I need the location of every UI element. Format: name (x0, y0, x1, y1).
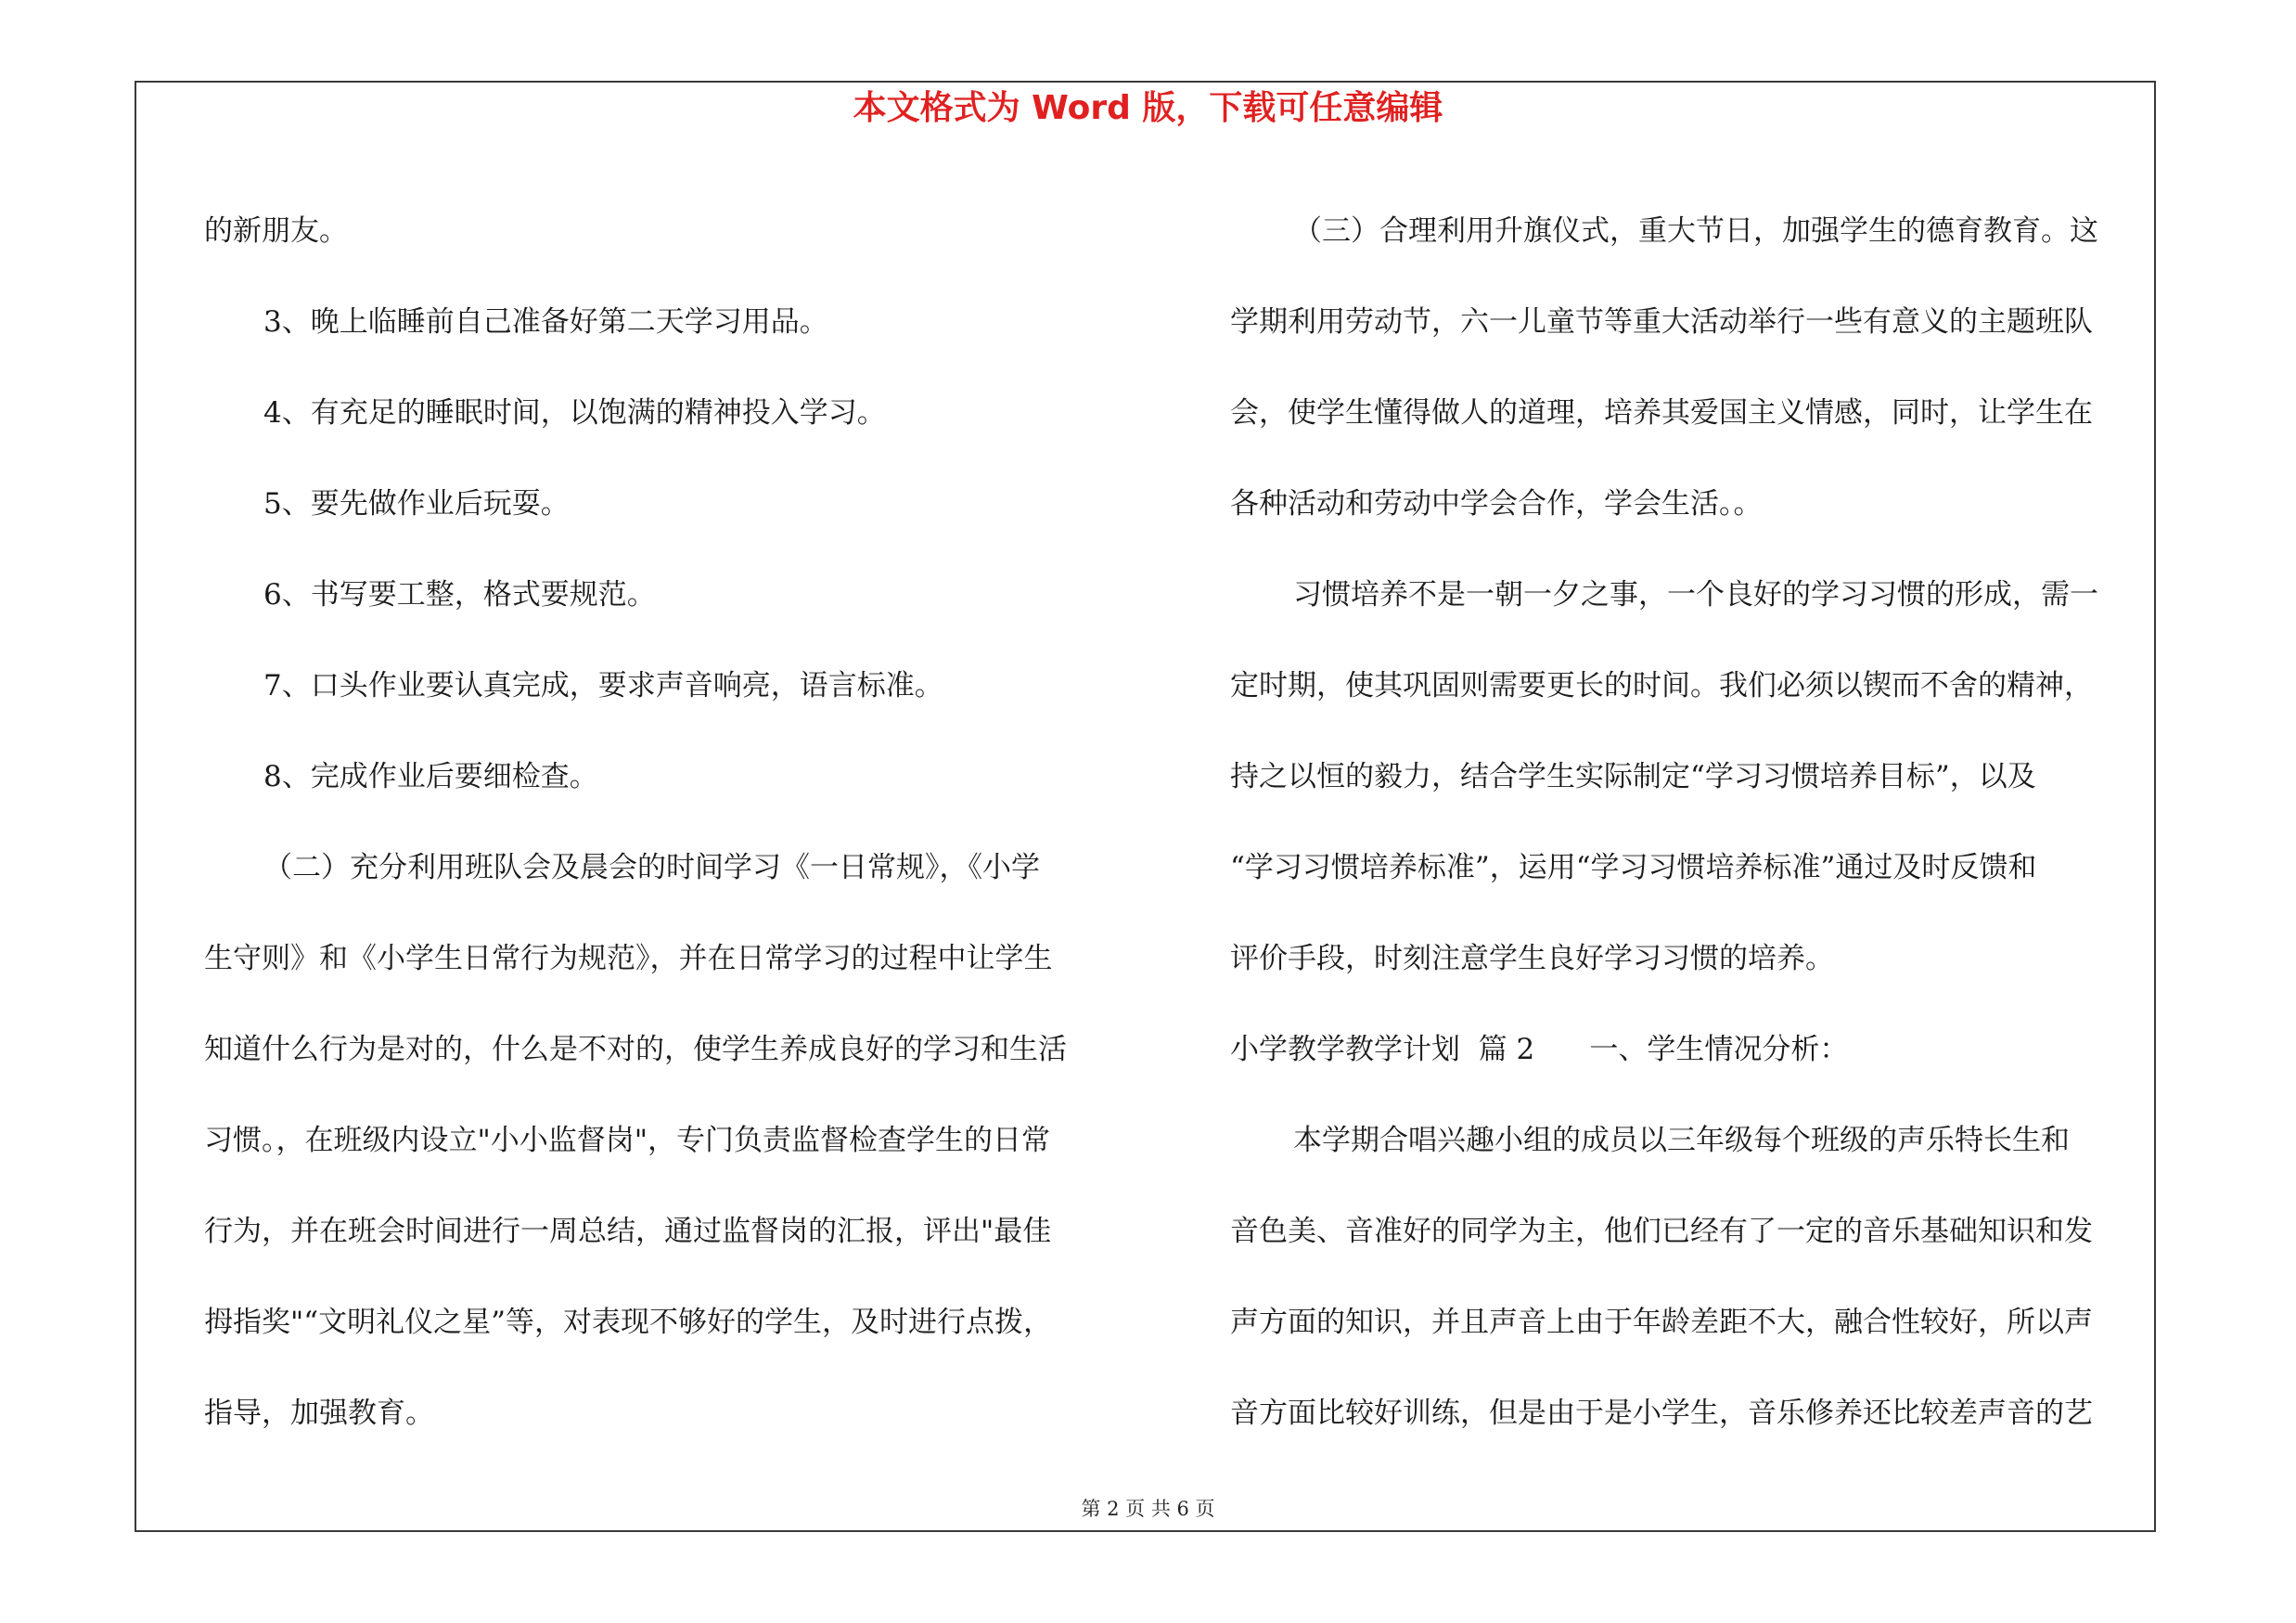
text-line: 行为，并在班会时间进行一周总结，通过监督岗的汇报，评出"最佳 (204, 1215, 1052, 1248)
document-header-title: 本文格式为 Word 版，下载可任意编辑 (853, 89, 1443, 127)
page-footer: 第 2 页 共 6 页 (1081, 1498, 1215, 1520)
text-line: 习惯。，在班级内设立"小小监督岗"，专门负责监督检查学生的日常 (204, 1124, 1051, 1157)
text-line: 本学期合唱兴趣小组的成员以三年级每个班级的声乐特长生和 (1293, 1124, 2070, 1157)
text-line: 7、口头作业要认真完成，要求声音响亮，语言标准。 (263, 669, 943, 702)
text-line: 各种活动和劳动中学会合作，学会生活。。 (1230, 487, 1763, 521)
text-line: 指导，加强教育。 (204, 1397, 434, 1430)
text-line: 3、晚上临睡前自己准备好第二天学习用品。 (263, 305, 828, 339)
text-line: （二）充分利用班队会及晨会的时间学习《一日常规》，《小学 (263, 851, 1040, 884)
text-line: 会，使学生懂得做人的道理，培养其爱国主义情感，同时，让学生在 (1230, 396, 2093, 430)
text-line: 习惯培养不是一朝一夕之事，一个良好的学习习惯的形成，需一 (1293, 578, 2098, 612)
text-line: 持之以恒的毅力，结合学生实际制定“学习习惯培养目标”，以及 (1230, 760, 2036, 793)
text-line: 4、有充足的睡眠时间，以饱满的精神投入学习。 (263, 396, 886, 430)
text-line: 5、要先做作业后玩耍。 (263, 487, 570, 521)
section-heading-line: 小学教学教学计划 篇 2 一、学生情况分析： (1230, 1033, 1849, 1066)
text-line: 6、书写要工整，格式要规范。 (263, 578, 656, 612)
text-line: 声方面的知识，并且声音上由于年龄差距不大，融合性较好，所以声 (1230, 1306, 2093, 1339)
right-text-column (1230, 186, 2148, 1459)
text-line: 拇指奖"“文明礼仪之星”等，对表现不够好的学生，及时进行点拨， (204, 1306, 1052, 1339)
text-line: 音色美、音准好的同学为主，他们已经有了一定的音乐基础知识和发 (1230, 1215, 2093, 1248)
text-line: 定时期，使其巩固则需要更长的时间。我们必须以锲而不舍的精神， (1230, 669, 2093, 702)
text-line: （三）合理利用升旗仪式，重大节日，加强学生的德育教育。这 (1293, 214, 2098, 248)
text-line: 的新朋友。 (204, 214, 348, 248)
left-text-column (204, 186, 1132, 1459)
text-line: 学期利用劳动节，六一儿童节等重大活动举行一些有意义的主题班队 (1230, 305, 2093, 339)
text-line: 生守则》和《小学生日常行为规范》，并在日常学习的过程中让学生 (204, 942, 1053, 975)
text-line: 知道什么行为是对的，什么是不对的，使学生养成良好的学习和生活 (204, 1033, 1067, 1066)
text-line: 评价手段，时刻注意学生良好学习习惯的培养。 (1230, 942, 1834, 975)
text-line: 8、完成作业后要细检查。 (263, 760, 598, 793)
text-line: “学习习惯培养标准”，运用“学习习惯培养标准”通过及时反馈和 (1230, 851, 2037, 884)
text-line: 音方面比较好训练，但是由于是小学生，音乐修养还比较差声音的艺 (1230, 1397, 2093, 1430)
